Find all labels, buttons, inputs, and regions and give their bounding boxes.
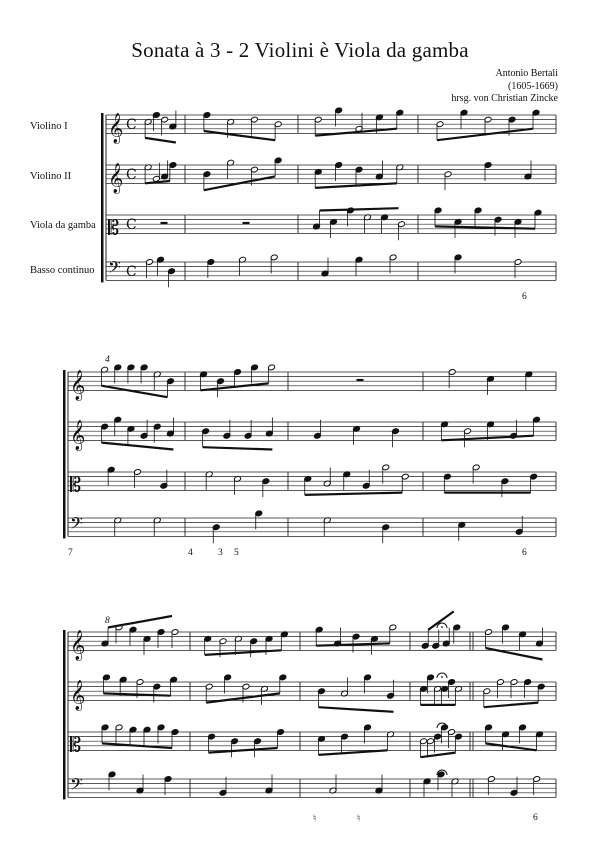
treble-clef-icon: 𝄞 — [70, 420, 86, 451]
figured-bass-figure: 7 — [68, 548, 73, 558]
note-beam — [486, 743, 537, 750]
note-beam — [486, 648, 543, 660]
figured-bass-figure: ♮ — [357, 814, 361, 824]
system-bracket — [101, 113, 104, 282]
treble-clef-icon: 𝄞 — [70, 680, 86, 711]
figured-bass-figure: 5 — [234, 548, 239, 558]
time-signature: C — [126, 117, 137, 134]
note-beam — [205, 650, 282, 655]
note-beam — [316, 643, 390, 645]
note-beam — [320, 208, 399, 210]
rest-icon — [161, 222, 168, 224]
rest-icon — [357, 379, 364, 381]
note-beam — [484, 703, 538, 708]
note-beam — [102, 386, 168, 398]
note-beam — [102, 443, 174, 450]
composer-dates: (1605-1669) — [508, 80, 558, 92]
treble-clef-icon: 𝄞 — [70, 370, 86, 401]
system-bracket — [63, 630, 66, 799]
fermata-dot — [441, 626, 443, 628]
system-bracket — [63, 370, 66, 538]
instrument-label-violino-2: Violino II — [30, 171, 72, 182]
bass-clef-icon: 𝄢 — [70, 513, 83, 537]
instrument-label-viola-da-gamba: Viola da gamba — [30, 220, 96, 231]
note-beam — [108, 616, 172, 628]
figured-bass-figure: 3 — [218, 548, 223, 558]
note-beam — [204, 131, 275, 140]
instrument-label-violino-1: Violino I — [30, 121, 68, 132]
instrument-label-basso-continuo: Basso continuo — [30, 265, 95, 276]
figured-bass-figure: 4 — [188, 548, 193, 558]
note-beam — [203, 447, 273, 449]
figured-bass-figure: 6 — [522, 292, 527, 302]
treble-clef-icon: 𝄞 — [108, 113, 124, 144]
note-beam — [305, 493, 403, 495]
note-beam — [145, 138, 176, 143]
alto-clef-icon: 𝄡 — [108, 215, 120, 240]
editor-credit: hrsg. von Christian Zincke — [451, 93, 558, 104]
figured-bass-figure: 6 — [522, 548, 527, 558]
alto-clef-icon: 𝄡 — [70, 472, 82, 497]
note-beam — [103, 693, 170, 695]
time-signature: C — [126, 167, 137, 184]
bass-clef-icon: 𝄢 — [70, 774, 83, 798]
measure-number-8: 8 — [105, 616, 110, 626]
page-title: Sonata à 3 - 2 Violini è Viola da gamba — [131, 38, 469, 62]
bass-clef-icon: 𝄢 — [108, 257, 121, 281]
measure-number-4: 4 — [105, 355, 110, 365]
note-beam — [428, 611, 454, 629]
alto-clef-icon: 𝄡 — [70, 732, 82, 757]
note-beam — [319, 707, 394, 712]
figured-bass-figure: 6 — [533, 813, 538, 823]
time-signature: C — [126, 264, 137, 281]
treble-clef-icon: 𝄞 — [108, 163, 124, 194]
note-beam — [435, 226, 535, 228]
figured-bass-figure: ♮ — [313, 814, 317, 824]
time-signature: C — [126, 217, 137, 234]
note-beam — [145, 181, 170, 183]
note-beam — [421, 753, 456, 758]
fermata-dot — [441, 726, 443, 728]
note-beam — [319, 750, 388, 755]
fermata-dot — [441, 773, 443, 775]
composer-name: Antonio Bertali — [495, 68, 558, 79]
fermata-dot — [441, 676, 443, 678]
rest-icon — [243, 222, 250, 224]
treble-clef-icon: 𝄞 — [70, 630, 86, 661]
